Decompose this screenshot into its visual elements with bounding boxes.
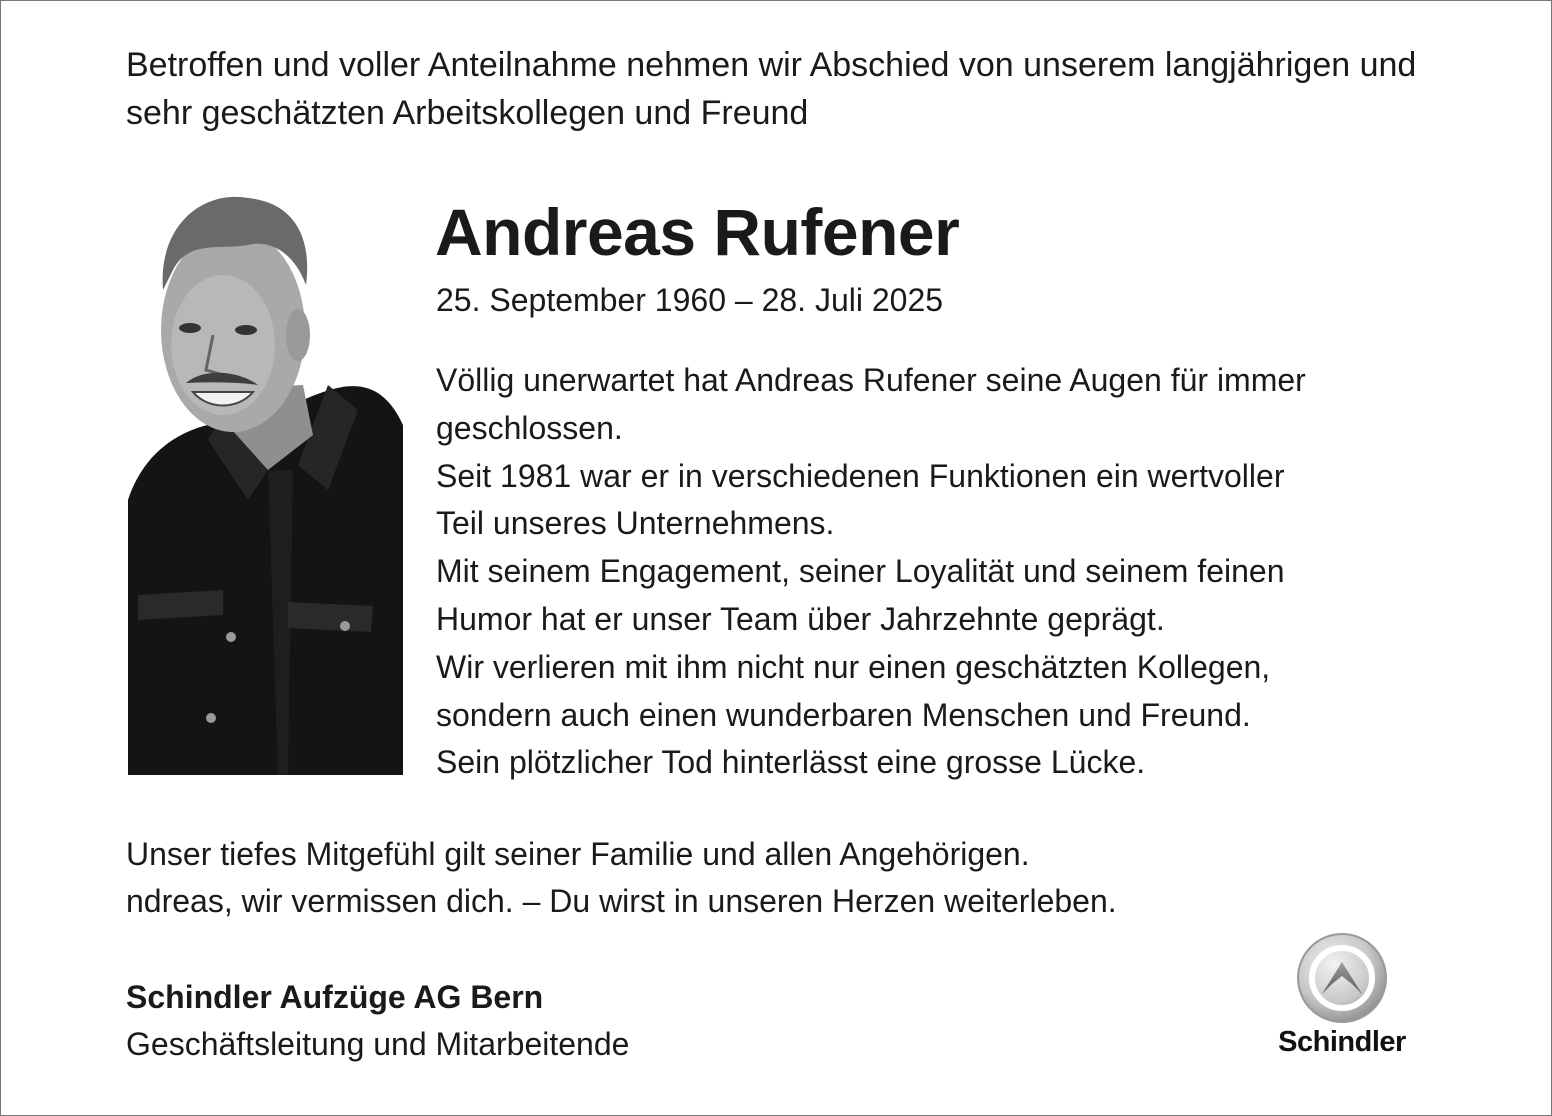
tribute-line: Seit 1981 war er in verschiedenen Funktionen ein wertvoller <box>436 457 1285 494</box>
team-signature: Geschäftsleitung und Mitarbeitende <box>126 1026 630 1062</box>
logo-wordmark: Schindler <box>1278 1026 1406 1058</box>
tribute-line: sondern auch einen wunderbaren Menschen und Freund. <box>436 696 1251 733</box>
tribute-line: Wir verlieren mit ihm nicht nur einen geschätzten Kollegen, <box>436 648 1271 685</box>
tribute-text <box>436 357 1456 787</box>
portrait-photo <box>128 170 403 775</box>
organization-name: Schindler Aufzüge AG Bern <box>126 979 544 1015</box>
tribute-line: Völlig unerwartet hat Andreas Rufener seine Augen für immer <box>436 362 1306 398</box>
closing-text <box>126 831 1117 925</box>
schindler-logo-icon <box>1294 932 1390 1024</box>
tribute-line: Humor hat er unser Team über Jahrzehnte geprägt. <box>436 600 1165 637</box>
deceased-name: Andreas Rufener <box>435 195 960 269</box>
tribute-line: Mit seinem Engagement, seiner Loyalität und seinem feinen <box>436 553 1285 590</box>
life-dates: 25. September 1960 – 28. Juli 2025 <box>436 282 944 318</box>
tribute-line: geschlossen. <box>436 409 623 446</box>
tribute-line: Sein plötzlicher Tod hinterlässt eine grosse Lücke. <box>436 744 1146 781</box>
tribute-line: Teil unseres Unternehmens. <box>436 505 835 542</box>
intro-text: Betroffen und voller Anteilnahme nehmen wir Abschied von unserem langjährigen und sehr geschätzten Arbeitskollegen und Freund <box>126 46 1417 132</box>
closing-line: Unser tiefes Mitgefühl gilt seiner Familie und allen Angehörigen. <box>126 836 1030 872</box>
closing-line: ndreas, wir vermissen dich. – Du wirst in unseren Herzen weiterleben. <box>126 883 1117 919</box>
schindler-logo <box>1266 932 1418 1064</box>
